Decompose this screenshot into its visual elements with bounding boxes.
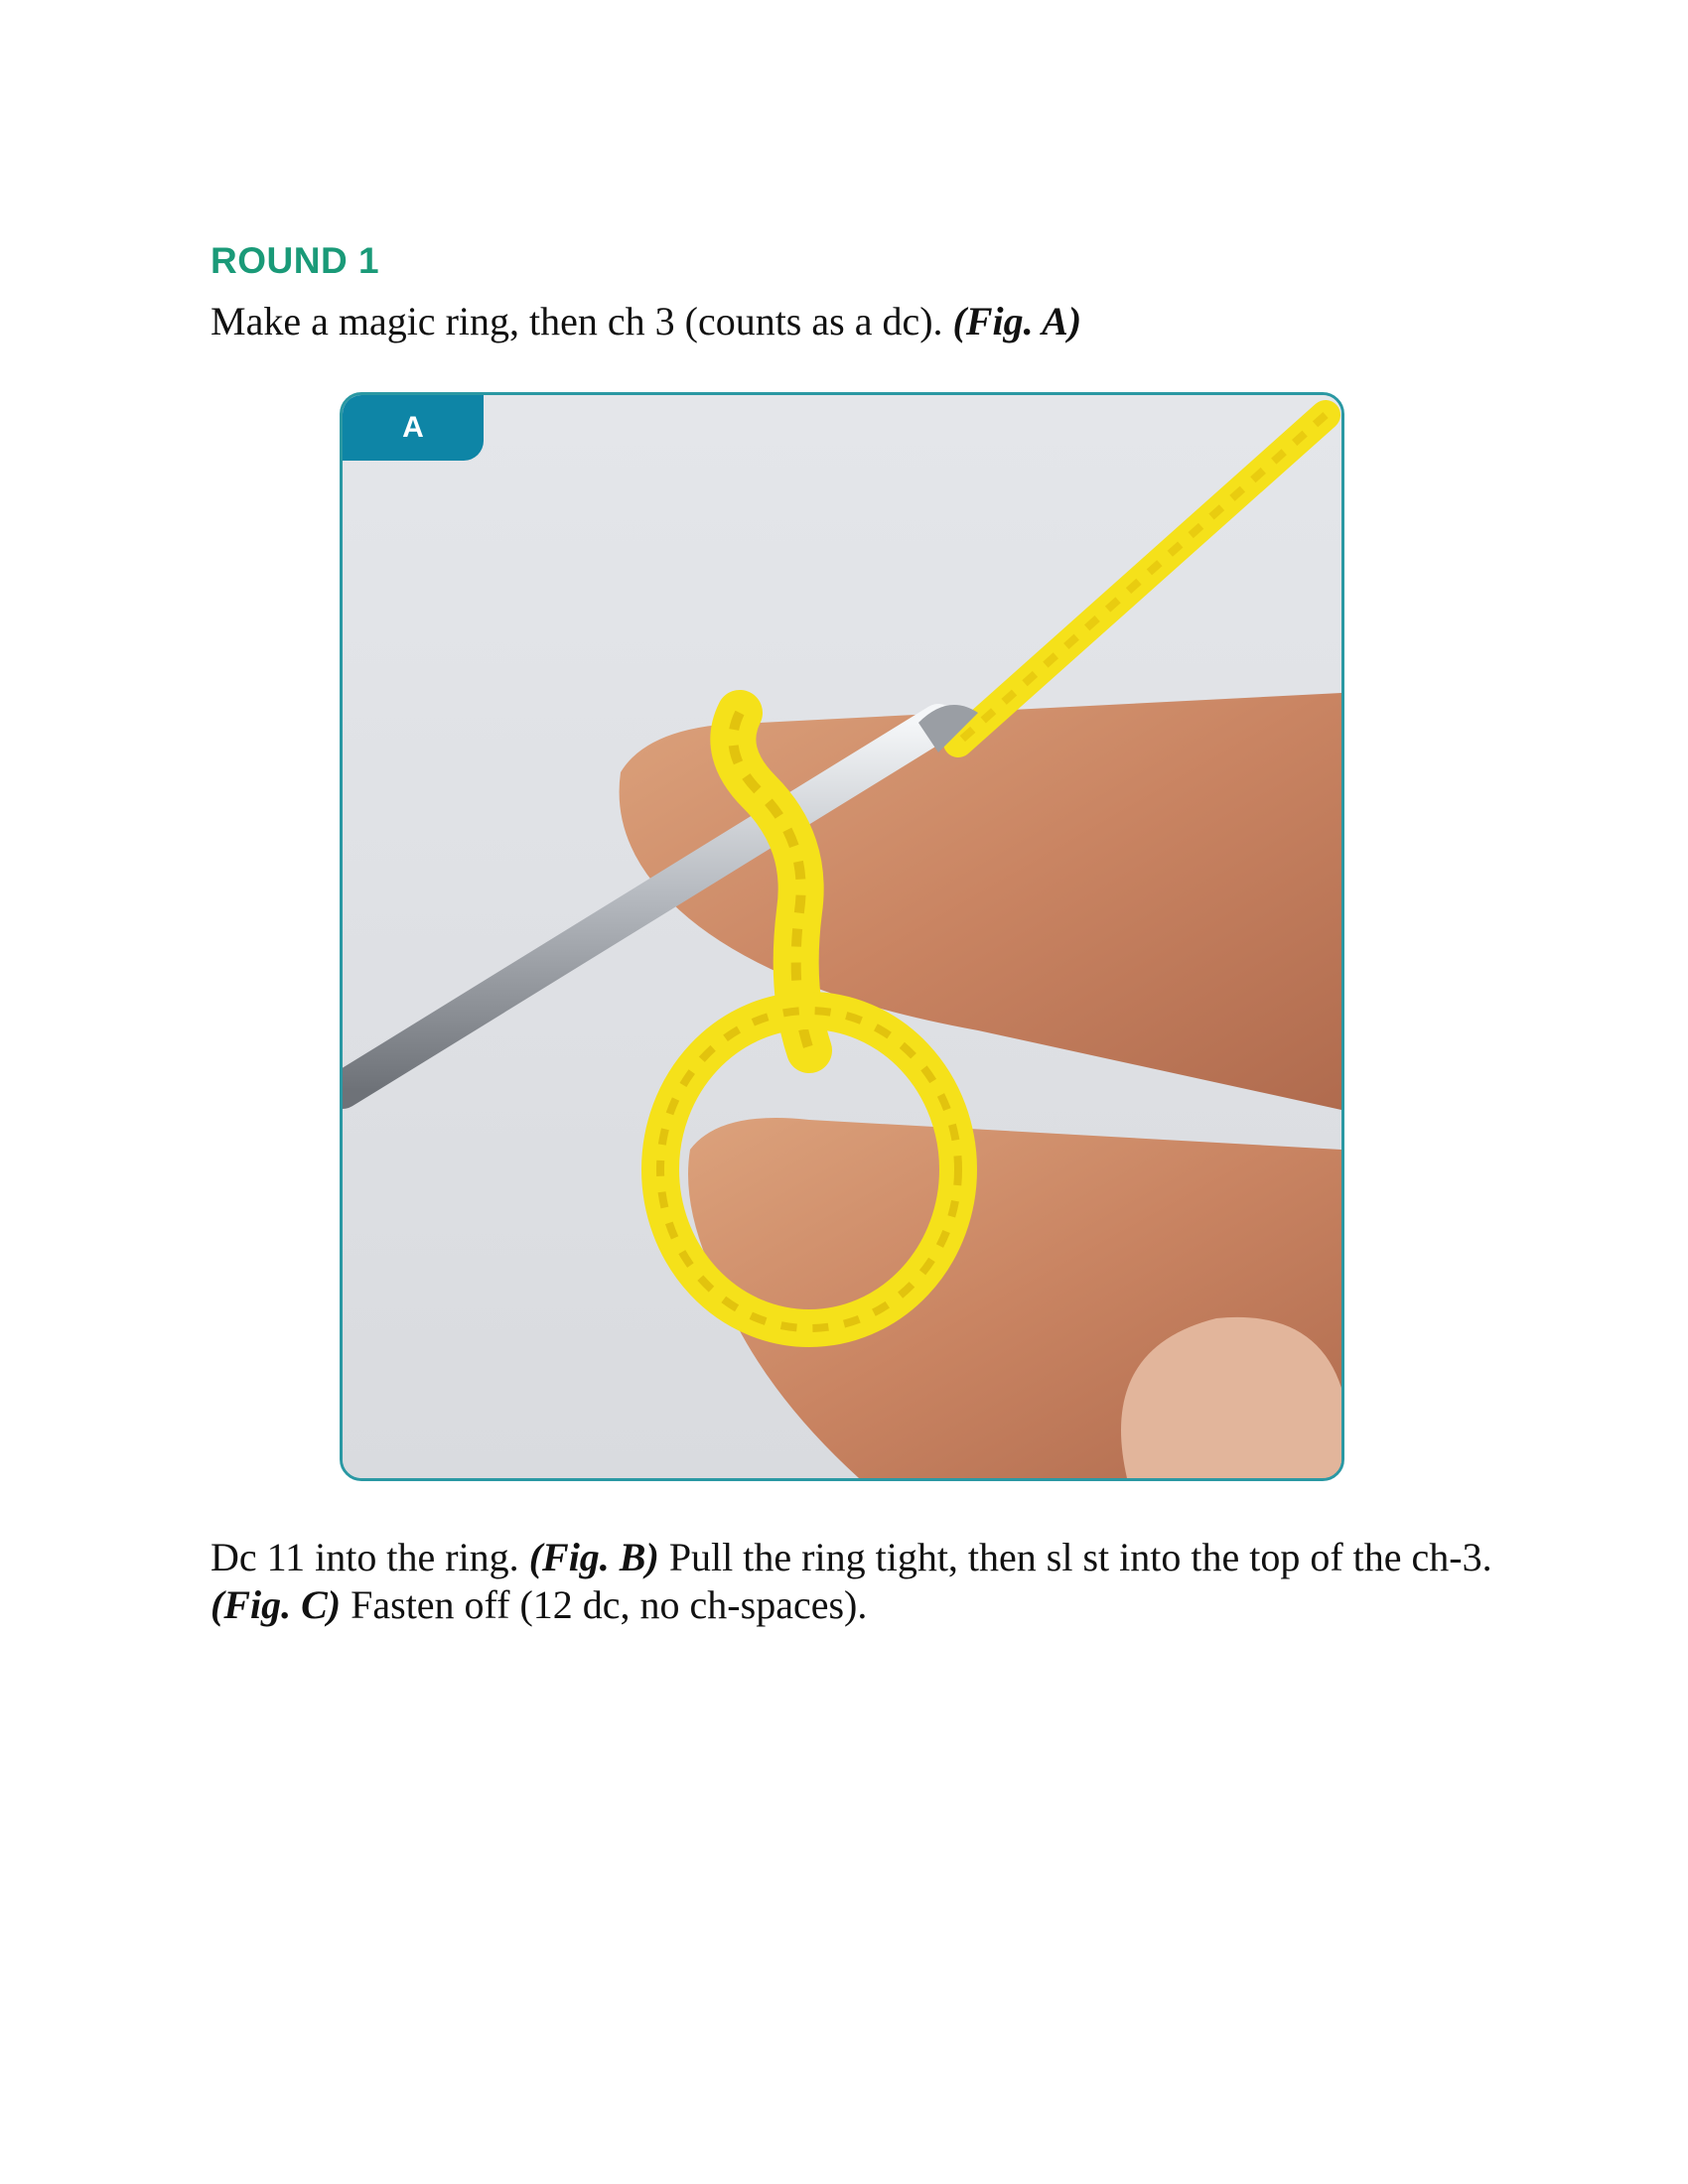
instruction-text-part-1: Dc 11 into the ring. <box>211 1535 529 1579</box>
figure-label-tab: A <box>343 395 484 461</box>
instruction-text-part-3: Fasten off (12 dc, no ch-spaces). <box>341 1582 868 1627</box>
instruction-paragraph-2 <box>211 1534 1501 1629</box>
instruction-text: Make a magic ring, then ch 3 (counts as a dc). <box>211 299 953 343</box>
section-heading: ROUND 1 <box>211 240 380 281</box>
figure-reference-a: (Fig. A) <box>952 299 1082 343</box>
figure-reference-b: (Fig. B) <box>528 1535 659 1579</box>
figure-reference-c: (Fig. C) <box>211 1582 342 1627</box>
figure-a-photo <box>340 392 1344 1481</box>
instruction-text-part-2: Pull the ring tight, then sl st into the top of the ch-3. <box>658 1535 1492 1579</box>
instruction-paragraph-1 <box>211 298 1501 345</box>
crochet-magic-ring-photo <box>343 395 1341 1478</box>
